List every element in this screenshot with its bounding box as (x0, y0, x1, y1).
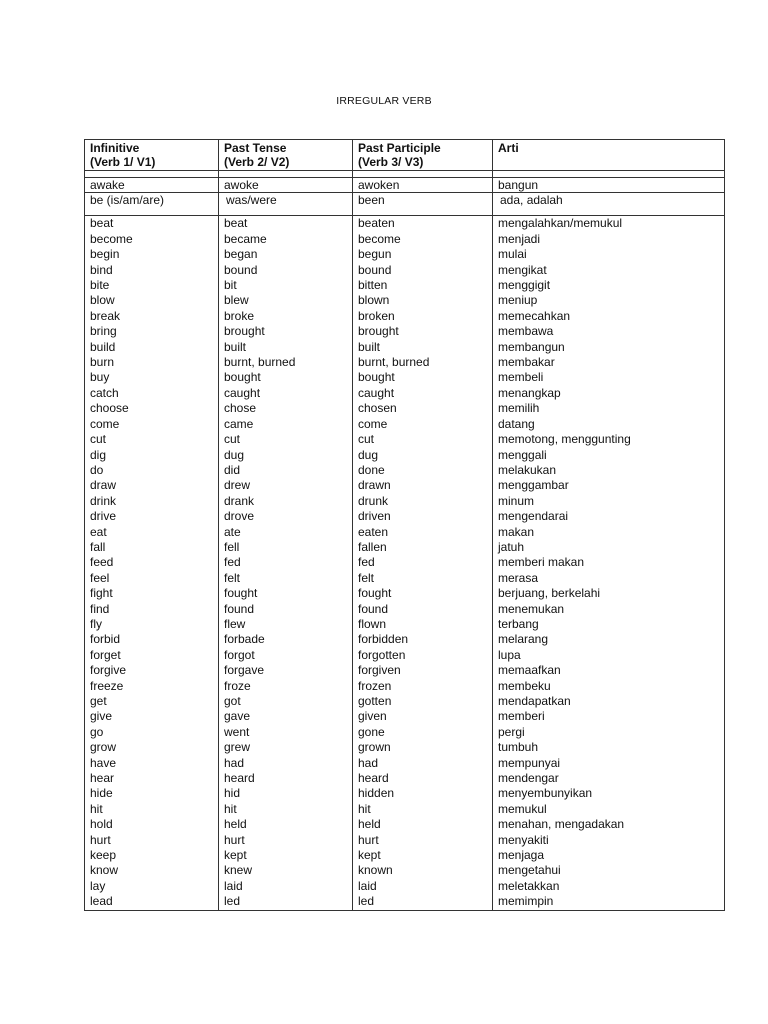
cell-arti: mulai (493, 247, 725, 262)
cell-infinitive: choose (85, 401, 219, 416)
cell-past-tense: began (219, 247, 353, 262)
cell-arti: tumbuh (493, 740, 725, 755)
cell-past-participle: hidden (353, 786, 493, 801)
cell-past-tense: kept (219, 848, 353, 863)
cell-past-participle: given (353, 709, 493, 724)
table-row (85, 340, 725, 355)
table-row (85, 386, 725, 401)
cell-infinitive: eat (85, 525, 219, 540)
cell-past-tense: brought (219, 324, 353, 339)
cell-infinitive: draw (85, 478, 219, 493)
cell-past-tense: felt (219, 571, 353, 586)
cell-past-participle: become (353, 232, 493, 247)
cell-arti: menyakiti (493, 833, 725, 848)
cell-arti: datang (493, 417, 725, 432)
table-row (85, 324, 725, 339)
cell-past-tense: caught (219, 386, 353, 401)
cell-past-tense: drank (219, 494, 353, 509)
cell-past-tense: hit (219, 802, 353, 817)
cell-past-participle: built (353, 340, 493, 355)
cell-arti: memimpin (493, 894, 725, 910)
cell-past-tense: fought (219, 586, 353, 601)
cell-past-participle: fought (353, 586, 493, 601)
cell-infinitive: get (85, 694, 219, 709)
cell-infinitive: dig (85, 448, 219, 463)
cell-arti: membeku (493, 679, 725, 694)
cell-arti: menjadi (493, 232, 725, 247)
cell-past-tense: got (219, 694, 353, 709)
cell-infinitive: bring (85, 324, 219, 339)
cell-infinitive: give (85, 709, 219, 724)
cell-past-participle: caught (353, 386, 493, 401)
cell-infinitive: come (85, 417, 219, 432)
table-row (85, 193, 725, 216)
cell-infinitive: awake (85, 178, 219, 193)
cell-infinitive: lay (85, 879, 219, 894)
header-infinitive: Infinitive (Verb 1/ V1) (85, 140, 219, 171)
cell-past-tense: beat (219, 216, 353, 232)
cell-arti: memecahkan (493, 309, 725, 324)
cell-past-tense: heard (219, 771, 353, 786)
cell-arti: memberi (493, 709, 725, 724)
cell-past-tense: broke (219, 309, 353, 324)
cell-infinitive: cut (85, 432, 219, 447)
cell-past-participle: flown (353, 617, 493, 632)
cell-arti: menemukan (493, 602, 725, 617)
cell-past-participle: drawn (353, 478, 493, 493)
cell-past-participle: eaten (353, 525, 493, 540)
table-row (85, 293, 725, 308)
cell-arti: membangun (493, 340, 725, 355)
cell-infinitive: know (85, 863, 219, 878)
cell-arti: mendengar (493, 771, 725, 786)
cell-infinitive: drink (85, 494, 219, 509)
table-row (85, 278, 725, 293)
cell-past-tense: held (219, 817, 353, 832)
cell-past-tense: dug (219, 448, 353, 463)
table-row (85, 401, 725, 416)
header-past-participle: Past Participle (Verb 3/ V3) (353, 140, 493, 171)
table-row (85, 802, 725, 817)
table-row (85, 232, 725, 247)
cell-infinitive: bite (85, 278, 219, 293)
cell-arti: memaafkan (493, 663, 725, 678)
cell-infinitive: fight (85, 586, 219, 601)
cell-past-tense: hurt (219, 833, 353, 848)
table-row (85, 632, 725, 647)
table-row (85, 786, 725, 801)
page-title: IRREGULAR VERB (336, 95, 432, 107)
cell-arti: memukul (493, 802, 725, 817)
cell-arti: meletakkan (493, 879, 725, 894)
cell-past-participle: grown (353, 740, 493, 755)
cell-past-participle: felt (353, 571, 493, 586)
cell-arti: merasa (493, 571, 725, 586)
cell-arti: memilih (493, 401, 725, 416)
cell-past-participle: cut (353, 432, 493, 447)
cell-past-participle: burnt, burned (353, 355, 493, 370)
table-row (85, 879, 725, 894)
cell-arti: meniup (493, 293, 725, 308)
cell-infinitive: fly (85, 617, 219, 632)
header-gap (85, 171, 725, 178)
cell-arti: lupa (493, 648, 725, 663)
cell-past-participle: kept (353, 848, 493, 863)
cell-past-tense: forgave (219, 663, 353, 678)
cell-infinitive: hit (85, 802, 219, 817)
cell-past-participle: driven (353, 509, 493, 524)
cell-past-tense: led (219, 894, 353, 910)
cell-arti: membakar (493, 355, 725, 370)
cell-arti: menggali (493, 448, 725, 463)
table-row (85, 478, 725, 493)
cell-past-tense: did (219, 463, 353, 478)
cell-infinitive: feed (85, 555, 219, 570)
cell-infinitive: do (85, 463, 219, 478)
cell-infinitive: buy (85, 370, 219, 385)
cell-infinitive: forbid (85, 632, 219, 647)
cell-past-participle: led (353, 894, 493, 910)
cell-infinitive: blow (85, 293, 219, 308)
cell-infinitive: hear (85, 771, 219, 786)
cell-past-tense: gave (219, 709, 353, 724)
cell-infinitive: freeze (85, 679, 219, 694)
cell-infinitive: grow (85, 740, 219, 755)
table-row (85, 694, 725, 709)
table-row (85, 463, 725, 478)
cell-infinitive: forget (85, 648, 219, 663)
table-row (85, 740, 725, 755)
cell-infinitive: drive (85, 509, 219, 524)
cell-past-tense: bit (219, 278, 353, 293)
cell-past-participle: come (353, 417, 493, 432)
cell-infinitive: build (85, 340, 219, 355)
cell-past-tense: bought (219, 370, 353, 385)
cell-infinitive: keep (85, 848, 219, 863)
cell-past-participle: done (353, 463, 493, 478)
cell-arti: menjaga (493, 848, 725, 863)
cell-past-tense: froze (219, 679, 353, 694)
table-row (85, 309, 725, 324)
cell-past-participle: hit (353, 802, 493, 817)
cell-arti: mendapatkan (493, 694, 725, 709)
cell-past-tense: fell (219, 540, 353, 555)
cell-arti: membawa (493, 324, 725, 339)
table-row (85, 370, 725, 385)
cell-past-participle: heard (353, 771, 493, 786)
table-row (85, 817, 725, 832)
cell-past-participle: bought (353, 370, 493, 385)
cell-arti: terbang (493, 617, 725, 632)
cell-arti: menyembunyikan (493, 786, 725, 801)
cell-arti: pergi (493, 725, 725, 740)
cell-past-participle: held (353, 817, 493, 832)
cell-arti: mengalahkan/memukul (493, 216, 725, 232)
table-row (85, 432, 725, 447)
cell-past-tense: drove (219, 509, 353, 524)
table-row (85, 555, 725, 570)
cell-infinitive: hurt (85, 833, 219, 848)
cell-infinitive: be (is/am/are) (85, 193, 219, 216)
cell-past-tense: knew (219, 863, 353, 878)
cell-past-tense: hid (219, 786, 353, 801)
cell-infinitive: hold (85, 817, 219, 832)
cell-arti: mengikat (493, 263, 725, 278)
table-row (85, 216, 725, 232)
cell-arti: ada, adalah (493, 193, 725, 216)
cell-arti: minum (493, 494, 725, 509)
table-row (85, 848, 725, 863)
cell-past-tense: ate (219, 525, 353, 540)
cell-arti: berjuang, berkelahi (493, 586, 725, 601)
cell-past-tense: forgot (219, 648, 353, 663)
cell-arti: melakukan (493, 463, 725, 478)
table-row (85, 648, 725, 663)
table-row (85, 448, 725, 463)
cell-past-tense: awoke (219, 178, 353, 193)
table-row (85, 756, 725, 771)
cell-arti: jatuh (493, 540, 725, 555)
cell-past-tense: burnt, burned (219, 355, 353, 370)
header-arti: Arti (493, 140, 725, 171)
cell-past-participle: chosen (353, 401, 493, 416)
table-row (85, 679, 725, 694)
cell-infinitive: forgive (85, 663, 219, 678)
cell-infinitive: beat (85, 216, 219, 232)
table-row (85, 709, 725, 724)
cell-arti: mengetahui (493, 863, 725, 878)
table-row (85, 247, 725, 262)
table-row (85, 771, 725, 786)
table-row (85, 540, 725, 555)
cell-arti: mengendarai (493, 509, 725, 524)
cell-past-participle: known (353, 863, 493, 878)
cell-past-participle: bitten (353, 278, 493, 293)
cell-past-participle: laid (353, 879, 493, 894)
cell-past-participle: drunk (353, 494, 493, 509)
irregular-verb-table (84, 139, 724, 911)
cell-past-tense: came (219, 417, 353, 432)
table-row (85, 178, 725, 193)
cell-arti: menggambar (493, 478, 725, 493)
cell-infinitive: break (85, 309, 219, 324)
cell-arti: melarang (493, 632, 725, 647)
cell-past-tense: found (219, 602, 353, 617)
cell-past-tense: fed (219, 555, 353, 570)
cell-past-participle: had (353, 756, 493, 771)
cell-past-participle: beaten (353, 216, 493, 232)
cell-infinitive: bind (85, 263, 219, 278)
table-row (85, 586, 725, 601)
table-row (85, 725, 725, 740)
cell-past-participle: dug (353, 448, 493, 463)
table-row (85, 617, 725, 632)
cell-past-tense: went (219, 725, 353, 740)
table-row (85, 263, 725, 278)
cell-past-participle: forbidden (353, 632, 493, 647)
cell-infinitive: go (85, 725, 219, 740)
table-row (85, 571, 725, 586)
table-row (85, 602, 725, 617)
cell-past-tense: built (219, 340, 353, 355)
cell-past-participle: gotten (353, 694, 493, 709)
cell-arti: membeli (493, 370, 725, 385)
cell-infinitive: find (85, 602, 219, 617)
cell-past-tense: was/were (219, 193, 353, 216)
cell-past-tense: laid (219, 879, 353, 894)
cell-past-tense: bound (219, 263, 353, 278)
cell-arti: makan (493, 525, 725, 540)
cell-arti: menahan, mengadakan (493, 817, 725, 832)
cell-arti: mempunyai (493, 756, 725, 771)
header-past-tense: Past Tense (Verb 2/ V2) (219, 140, 353, 171)
cell-infinitive: become (85, 232, 219, 247)
cell-arti: bangun (493, 178, 725, 193)
cell-past-participle: been (353, 193, 493, 216)
table-row (85, 509, 725, 524)
cell-past-tense: cut (219, 432, 353, 447)
cell-past-participle: brought (353, 324, 493, 339)
table-row (85, 663, 725, 678)
cell-past-participle: broken (353, 309, 493, 324)
cell-past-participle: frozen (353, 679, 493, 694)
cell-past-participle: fed (353, 555, 493, 570)
table-row (85, 355, 725, 370)
cell-infinitive: fall (85, 540, 219, 555)
cell-past-participle: blown (353, 293, 493, 308)
cell-arti: menangkap (493, 386, 725, 401)
cell-past-tense: chose (219, 401, 353, 416)
table-row (85, 525, 725, 540)
cell-past-participle: forgiven (353, 663, 493, 678)
cell-infinitive: hide (85, 786, 219, 801)
cell-past-participle: found (353, 602, 493, 617)
cell-past-tense: grew (219, 740, 353, 755)
cell-past-tense: had (219, 756, 353, 771)
cell-past-tense: became (219, 232, 353, 247)
cell-past-tense: drew (219, 478, 353, 493)
cell-past-participle: awoken (353, 178, 493, 193)
cell-arti: memotong, menggunting (493, 432, 725, 447)
cell-infinitive: have (85, 756, 219, 771)
cell-past-participle: bound (353, 263, 493, 278)
table-row (85, 494, 725, 509)
cell-infinitive: begin (85, 247, 219, 262)
cell-infinitive: catch (85, 386, 219, 401)
cell-infinitive: feel (85, 571, 219, 586)
cell-past-tense: flew (219, 617, 353, 632)
verb-list (85, 216, 725, 910)
cell-past-participle: gone (353, 725, 493, 740)
cell-infinitive: burn (85, 355, 219, 370)
table-row (85, 894, 725, 910)
cell-past-participle: begun (353, 247, 493, 262)
cell-past-participle: fallen (353, 540, 493, 555)
table-row (85, 833, 725, 848)
cell-past-participle: forgotten (353, 648, 493, 663)
cell-arti: menggigit (493, 278, 725, 293)
table-row (85, 417, 725, 432)
cell-past-tense: blew (219, 293, 353, 308)
cell-past-tense: forbade (219, 632, 353, 647)
cell-infinitive: lead (85, 894, 219, 910)
cell-past-participle: hurt (353, 833, 493, 848)
cell-arti: memberi makan (493, 555, 725, 570)
table-header-row (85, 140, 725, 171)
table-row (85, 863, 725, 878)
